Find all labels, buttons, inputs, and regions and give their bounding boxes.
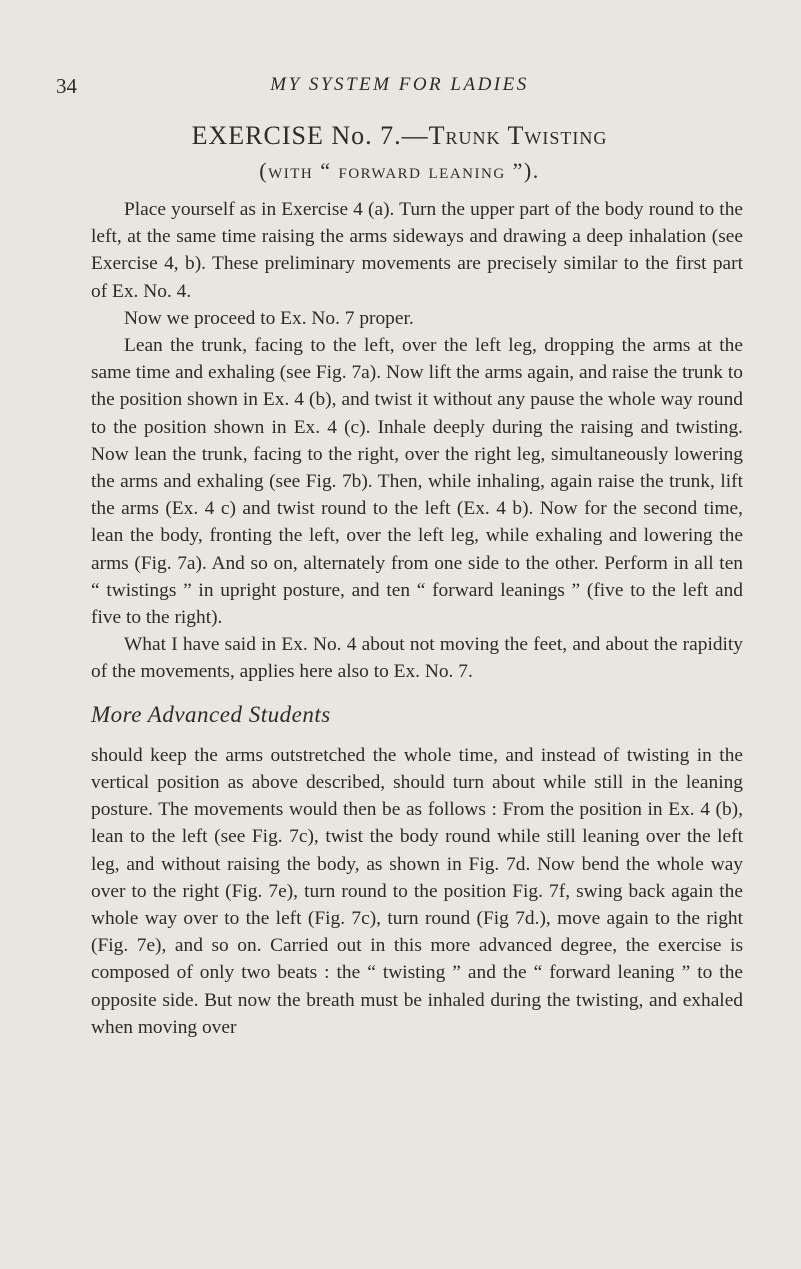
paragraph: Place yourself as in Exercise 4 (a). Turn the upper part of the body round to the left, at the same time raising the arms sideways and drawing a deep inhalation (see Exercise 4, b). These preliminary movements are precisely similar to the first part of Ex. No. 4. <box>91 199 743 302</box>
running-head <box>56 74 743 98</box>
page-number: 34 <box>56 74 77 98</box>
exercise-heading <box>56 118 743 188</box>
section-subheading: More Advanced Students <box>91 701 331 727</box>
paragraph: What I have said in Ex. No. 4 about not moving the feet, and about the rapidity of the movements, applies here also to Ex. No. 7. <box>91 634 743 683</box>
running-title: MY SYSTEM FOR LADIES <box>270 74 529 95</box>
paragraph: should keep the arms outstretched the whole time, and instead of twisting in the vertical position as above described, should turn about while still in the leaning posture. The movements would then be as follows : From the position in Ex. 4 (b), lean to the left (see Fig. 7c), twist the body round while still leaning over the left leg, and without raising the body, as shown in Fig. 7d. Now bend the whole way over to the right (Fig. 7e), turn round to the position Fig. 7f, swing back again the whole way over to the left (Fig. 7c), turn round (Fig 7d.), move again to the right (Fig. 7e), and so on. Carried out in this more advanced degree, the exercise is composed of only two beats : the “ twisting ” and the “ forward leaning ” to the opposite side. But now the breath must be inhaled during the twisting, and exhaled when moving over <box>91 744 743 1038</box>
paragraph: Lean the trunk, facing to the left, over the left leg, dropping the arms at the same time and exhaling (see Fig. 7a). Now lift the arms again, and raise the trunk to the position shown in Ex. 4 (b), and twist it without any pause the whole way round to the position shown in Ex. 4 (c). Inhale deeply during the raising and twisting. Now lean the trunk, facing to the right, over the right leg, simultaneously lowering the arms and exhaling (see Fig. 7b). Then, while inhaling, again raise the trunk, lift the arms (Ex. 4 c) and twist round to the left (Ex. 4 b). Now for the second time, lean the body, fronting the left, over the left leg, while exhaling and lowering the arms (Fig. 7a). And so on, alternately from one side to the other. Perform in all ten “ twistings ” in upright posture, and ten “ forward leanings ” (five to the left and five to the right). <box>91 335 743 629</box>
heading-line-1 <box>56 118 743 154</box>
heading-dash: — <box>401 121 429 150</box>
exercise-label: EXERCISE No. 7. <box>191 121 402 150</box>
body-text <box>91 196 743 1041</box>
exercise-subtitle: (with “ forward leaning ”). <box>259 158 540 183</box>
exercise-title: Trunk Twisting <box>428 121 608 150</box>
paragraph: Now we proceed to Ex. No. 7 proper. <box>124 307 414 329</box>
